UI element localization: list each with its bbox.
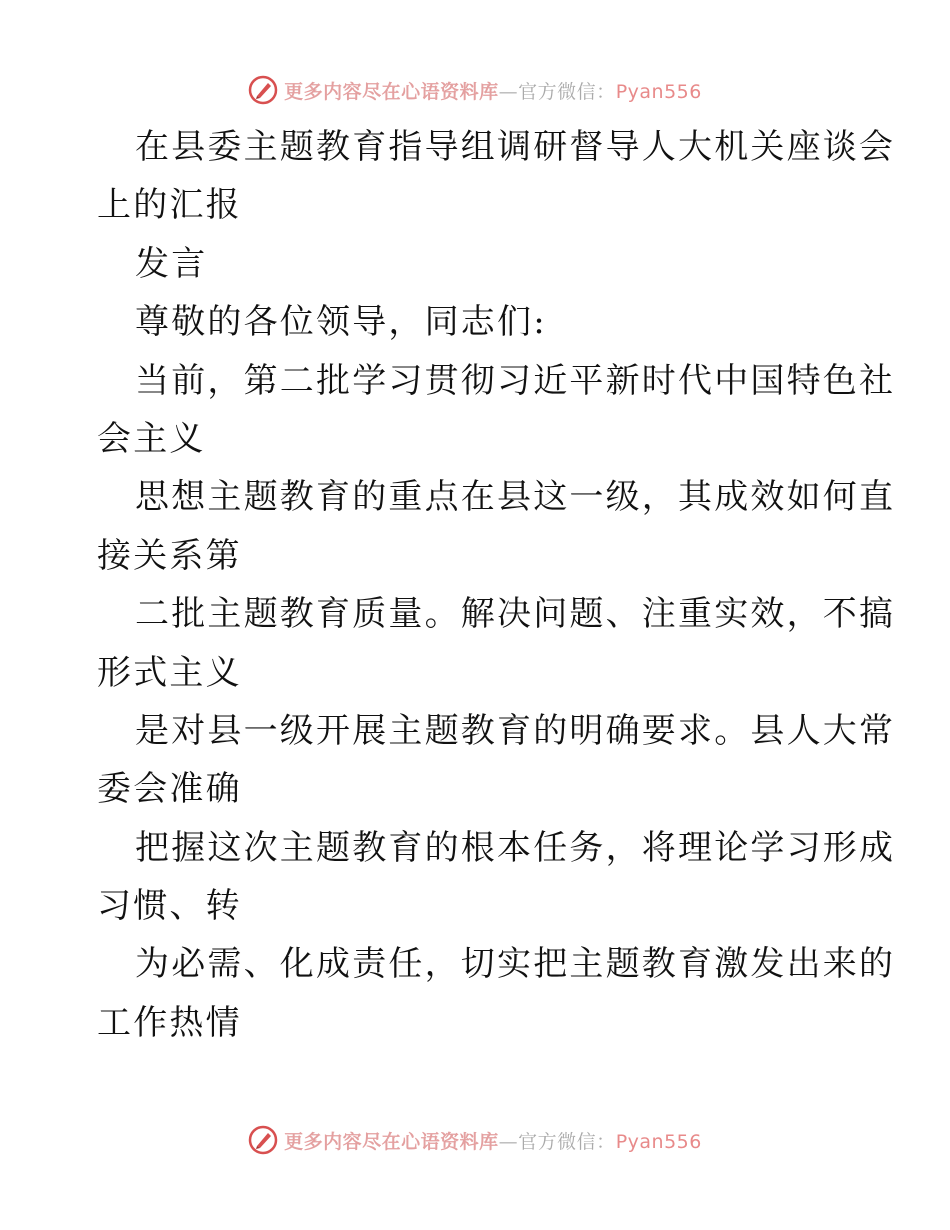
text-line: 在县委主题教育指导组调研督导人大机关座谈会 xyxy=(135,127,896,167)
banner-official-label: 官方微信： xyxy=(518,1130,616,1153)
footer-watermark xyxy=(0,1120,950,1160)
text-line: 发言 xyxy=(135,243,208,284)
text-line: 形式主义 xyxy=(97,652,242,693)
banner-main-text: 更多内容尽在心语资料库 xyxy=(284,80,499,103)
text-line: 接关系第 xyxy=(97,535,242,576)
banner-wechat-id: Pyan556 xyxy=(615,1130,702,1153)
text-line: 是对县一级开展主题教育的明确要求。县人大常 xyxy=(135,710,896,751)
text-line: 习惯、转 xyxy=(97,886,242,927)
banner-dash: — xyxy=(498,1130,519,1153)
header-watermark xyxy=(0,70,950,110)
banner-wechat-id: Pyan556 xyxy=(615,80,702,103)
document-body xyxy=(97,118,896,1052)
banner-dash: — xyxy=(498,80,519,103)
text-line: 上的汇报 xyxy=(97,185,242,226)
banner-official-label: 官方微信： xyxy=(518,80,616,103)
text-line: 把握这次主题教育的根本任务，将理论学习形成 xyxy=(135,827,896,868)
pen-logo-icon xyxy=(248,75,278,105)
text-line: 委会准确 xyxy=(97,769,242,810)
text-line: 二批主题教育质量。解决问题、注重实效，不搞 xyxy=(135,594,896,635)
pen-logo-icon xyxy=(248,1125,278,1155)
text-line: 当前，第二批学习贯彻习近平新时代中国特色社 xyxy=(135,360,896,401)
text-line: 尊敬的各位领导，同志们: xyxy=(135,302,547,343)
text-line: 工作热情 xyxy=(97,1002,242,1043)
text-line: 为必需、化成责任，切实把主题教育激发出来的 xyxy=(135,944,896,985)
banner-main-text: 更多内容尽在心语资料库 xyxy=(284,1130,499,1153)
text-line: 思想主题教育的重点在县这一级，其成效如何直 xyxy=(135,477,896,518)
text-line: 会主义 xyxy=(97,418,206,459)
